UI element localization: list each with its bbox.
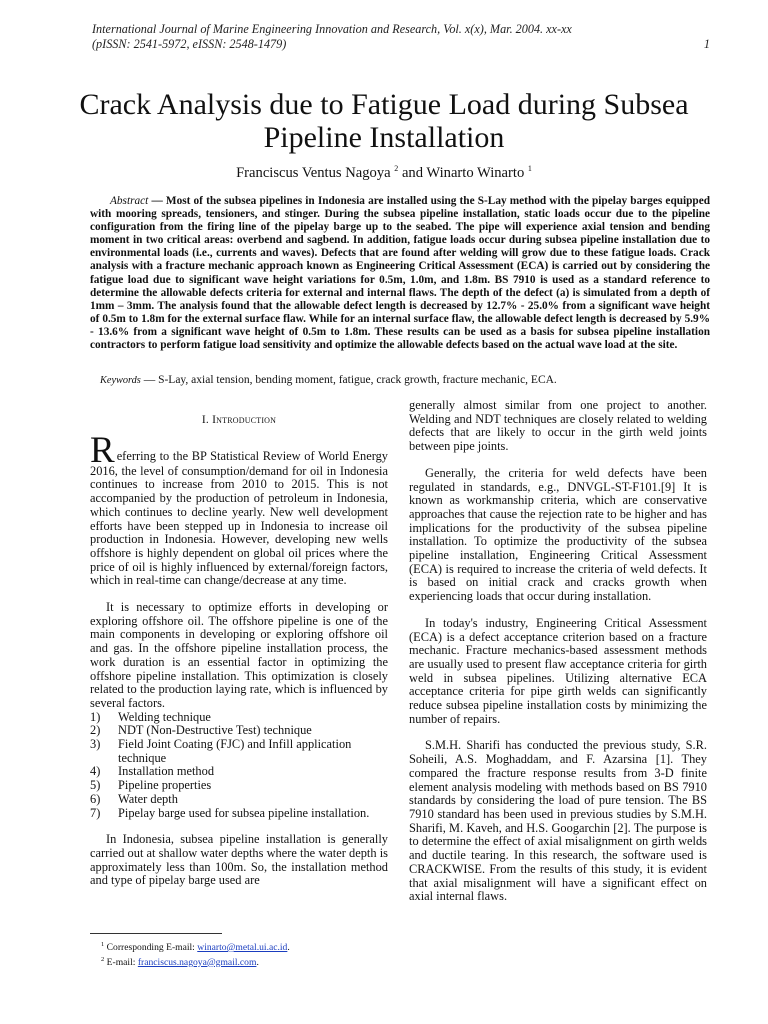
section-heading: I. Introduction: [201, 413, 277, 426]
footnote: [90, 939, 390, 954]
factor-list-item: [90, 765, 388, 779]
author-name: Franciscus Ventus Nagoya: [236, 165, 391, 181]
page-number: 1: [703, 37, 710, 51]
intro-paragraph: [90, 429, 388, 588]
body-paragraph: In today's industry, Engineering Critical Assessment (ECA) is a defect acceptance criterion based on a fracture mechanic. Fracture mechanics-based assessment methods are usually used to present flaw acceptance criteria for girth weld in subsea pipelines. Utilizing alternative ECA acceptance criteria for pipe girth welds can significantly reduce subsea pipeline installation costs by minimizing the number of repairs.: [409, 615, 707, 726]
keywords: [90, 374, 710, 386]
factor-number: 1): [90, 709, 101, 724]
abstract-dash: —: [151, 195, 163, 207]
author-footnote-mark: 2: [394, 164, 399, 173]
intro-paragraph-text: eferring to the BP Statistical Review of World Energy 2016, the level of consumption/demand for oil in Indonesia continues to increase from 2010 to 2015. This is not accompanied by the production of petroleum in Indonesia, which continues to decline yearly. New well development efforts have been stepped up in Indonesia to increase oil production in Indonesia. However, developing new wells offshore is highly dependent on global oil prices where the price of oil is highly influenced by external/foreign factors, which in real-time can change/decrease at any time.: [90, 448, 388, 588]
footnote-end: .: [256, 956, 259, 968]
factor-text: Water depth: [118, 791, 178, 806]
factor-list: [90, 711, 388, 821]
factor-number: 6): [90, 791, 101, 806]
factor-text: NDT (Non-Destructive Test) technique: [118, 723, 312, 738]
journal-line: International Journal of Marine Engineering Innovation and Research, Vol. x(x), Mar. 2004. xx-xx: [92, 22, 572, 36]
corresponding-email-link[interactable]: winarto@metal.ui.ac.id: [197, 942, 288, 954]
keywords-label: Keywords: [100, 375, 141, 386]
factor-text: Installation method: [118, 764, 215, 779]
author-footnote-mark: 1: [527, 164, 532, 173]
keywords-text: S-Lay, axial tension, bending moment, fatigue, crack growth, fracture mechanic, ECA.: [158, 374, 557, 386]
body-paragraph: Generally, the criteria for weld defects have been regulated in standards, e.g., DNVGL-ST-F101.[9] It is known as workmanship criteria, which are conservative approaches that cause the rejection rate to be higher and has implications for the productivity of the subsea pipeline installation. To optimize the productivity of the subsea pipeline installation, Engineering Critical Assessment (ECA) is required to increase the criteria of weld defects. It is based on initial crack and cracks growth when experiencing loads that occur during installation.: [409, 465, 707, 604]
factor-text: Pipeline properties: [118, 778, 212, 793]
footnotes: [90, 939, 390, 968]
body-paragraph: It is necessary to optimize efforts in developing or exploring offshore oil. The offshore pipeline is one of the main components in developing or exploring offshore oil and gas. In the offshore pipeline installation process, the work duration is an essential factor in optimizing the offshore pipeline installation. This optimization is closely related to the production laying rate, which is influenced by several factors.: [90, 600, 388, 710]
footnote-divider: [90, 933, 222, 934]
factor-text: Welding technique: [118, 709, 211, 724]
footnote: [90, 954, 390, 969]
abstract: [90, 195, 710, 352]
factor-number: 2): [90, 723, 101, 738]
factor-list-item: [90, 779, 388, 793]
factor-list-item: [90, 793, 388, 807]
factor-number: 3): [90, 737, 101, 752]
keywords-dash: —: [143, 374, 156, 386]
factor-text: Field Joint Coating (FJC) and Infill application technique: [118, 737, 352, 765]
email-link[interactable]: franciscus.nagoya@gmail.com: [137, 956, 257, 968]
footnote-end: .: [287, 942, 290, 954]
author-name: Winarto Winarto: [426, 165, 525, 181]
footnote-mark: 1: [101, 941, 105, 948]
body-paragraph: In Indonesia, subsea pipeline installation is generally carried out at shallow water depths where the water depth is approximately less than 100m. So, the installation method and type of pipelay barge used are: [90, 832, 388, 888]
abstract-text: Most of the subsea pipelines in Indonesia are installed using the S-Lay method with the pipelay barges equipped with mooring spreads, tensioners, and stinger. During the subsea pipeline installation, static loads occur due to the pipeline configuration from the firing line of the pipelay barge up to the seabed. The pipe will experience axial tension and bending moment in two critical areas: overbend and sagbend. In addition, fatigue loads occur during subsea pipeline installation due to environmental loads (i.e., currents and waves). Defects that are found after welding will grow due to these fatigue loads. Crack analysis with a fracture mechanic approach known as Engineering Critical Assessment (ECA) is carried out by considering the fatigue load due to significant wave height variations for 0.5m, 1.0m, and 1.8m. BS 7910 is used as a standard reference to determine the allowable defects criteria for external and internal flaws. The depth of the defect (a) is simulated from a depth of 1mm – 3mm. The analysis found that the allowable defect length is decreased by 12.7% - 25.0% from a significant wave height of 0.5m to 1.8m for the external surface flaw. While for an internal surface flaw, the allowable defect length is decreased by 5.9% - 13.6% from a significant wave height of 0.5m to 1.8m. These results can be used as a basis for subsea pipeline installation contractors to perform fatigue load sensitivity and optimize the allowable defects based on the actual wave load at the site.: [90, 195, 711, 352]
factor-list-item: [90, 724, 388, 738]
footnote-label: Corresponding E-mail:: [106, 942, 195, 954]
paper-title: Crack Analysis due to Fatigue Load during Subsea Pipeline Installation: [79, 88, 689, 154]
body-paragraph: generally almost similar from one project to another. Welding and NDT techniques are closely related to welding defects that are likely to occur in the girth weld joints between pipe joints.: [409, 398, 707, 454]
factor-number: 4): [90, 764, 101, 779]
issn-line: (pISSN: 2541-5972, eISSN: 2548-1479): [92, 37, 287, 51]
abstract-label: Abstract: [110, 195, 149, 207]
running-header: [92, 22, 710, 52]
left-column: [90, 413, 388, 888]
factor-number: 5): [90, 778, 101, 793]
footnote-mark: 2: [101, 955, 105, 963]
body-paragraph: S.M.H. Sharifi has conducted the previous study, S.R. Soheili, A.S. Moghaddam, and F. Azarsina [1]. They compared the fracture response results from 3-D finite element analysis modeling with methods based on BS 7910 standards by considering the load of pure tension. The BS 7910 standard has been used in previous studies by S.M.H. Sharifi, M. Kaveh, and H.S. Googarchin [2]. The purpose is to determine the effect of axial misalignment on girth welds and ductile tearing. In this research, the software used is CRACKWISE. From the results of this study, it is evident that axial misalignment will have a significant effect on axial internal flaws.: [409, 738, 707, 904]
author-joiner: and: [401, 165, 424, 181]
drop-cap: R: [90, 429, 115, 471]
factor-list-item: [90, 738, 388, 765]
author-line: [60, 164, 708, 182]
factor-list-item: [90, 807, 388, 821]
footnote-label: E-mail:: [106, 956, 136, 968]
right-column: [409, 399, 707, 904]
factor-list-item: [90, 711, 388, 725]
factor-number: 7): [90, 805, 101, 820]
factor-text: Pipelay barge used for subsea pipeline installation.: [118, 805, 370, 820]
